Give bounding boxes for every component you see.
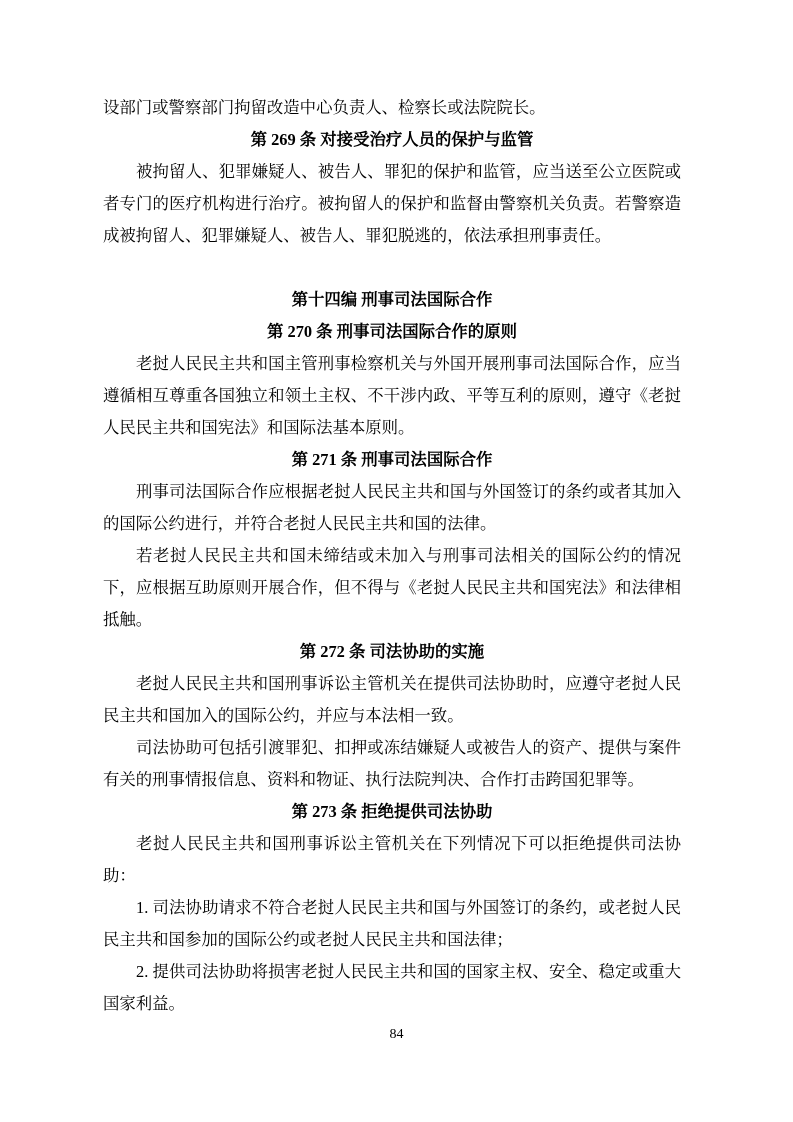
article-270-heading: 第 270 条 刑事司法国际合作的原则 — [267, 322, 517, 341]
article-271-paragraph-2: 若老挝人民民主共和国未缔结或未加入与刑事司法相关的国际公约的情况下，应根据互助原则开展合作，但不得与《老挝人民民主共和国宪法》和法律相抵触。 — [103, 546, 681, 629]
article-272-heading: 第 272 条 司法协助的实施 — [299, 642, 485, 661]
article-273-item-1: 1. 司法协助请求不符合老挝人民民主共和国与外国签订的条约，或老挝人民民主共和国参加的国际公约或老挝人民民主共和国法律； — [103, 898, 681, 949]
article-271-paragraph-1: 刑事司法国际合作应根据老挝人民民主共和国与外国签订的条约或者其加入的国际公约进行，并符合老挝人民民主共和国的法律。 — [103, 482, 681, 533]
page-body — [103, 92, 681, 1020]
article-270-paragraph: 老挝人民民主共和国主管刑事检察机关与外国开展刑事司法国际合作，应当遵循相互尊重各国独立和领土主权、不干涉内政、平等互利的原则，遵守《老挝人民民主共和国宪法》和国际法基本原则。 — [103, 354, 681, 437]
article-272-paragraph-1: 老挝人民民主共和国刑事诉讼主管机关在提供司法协助时，应遵守老挝人民民主共和国加入的国际公约，并应与本法相一致。 — [103, 674, 681, 725]
page-number: 84 — [389, 1027, 404, 1042]
article-273-heading: 第 273 条 拒绝提供司法协助 — [291, 802, 493, 821]
article-272-paragraph-2: 司法协助可包括引渡罪犯、扣押或冻结嫌疑人或被告人的资产、提供与案件有关的刑事情报信息、资料和物证、执行法院判决、合作打击跨国犯罪等。 — [103, 738, 681, 789]
article-271-heading: 第 271 条 刑事司法国际合作 — [291, 450, 493, 469]
article-273-intro: 老挝人民民主共和国刑事诉讼主管机关在下列情况下可以拒绝提供司法协助： — [103, 834, 681, 885]
article-273-item-2: 2. 提供司法协助将损害老挝人民民主共和国的国家主权、安全、稳定或重大国家利益。 — [103, 962, 681, 1013]
article-269-paragraph: 被拘留人、犯罪嫌疑人、被告人、罪犯的保护和监管，应当送至公立医院或者专门的医疗机构进行治疗。被拘留人的保护和监督由警察机关负责。若警察造成被拘留人、犯罪嫌疑人、被告人、罪犯脱逃的，依法承担刑事责任。 — [103, 162, 681, 245]
part-14-heading: 第十四编 刑事司法国际合作 — [291, 290, 493, 309]
paragraph-continuation: 设部门或警察部门拘留改造中心负责人、检察长或法院院长。 — [103, 98, 546, 117]
article-269-heading: 第 269 条 对接受治疗人员的保护与监管 — [250, 130, 534, 149]
